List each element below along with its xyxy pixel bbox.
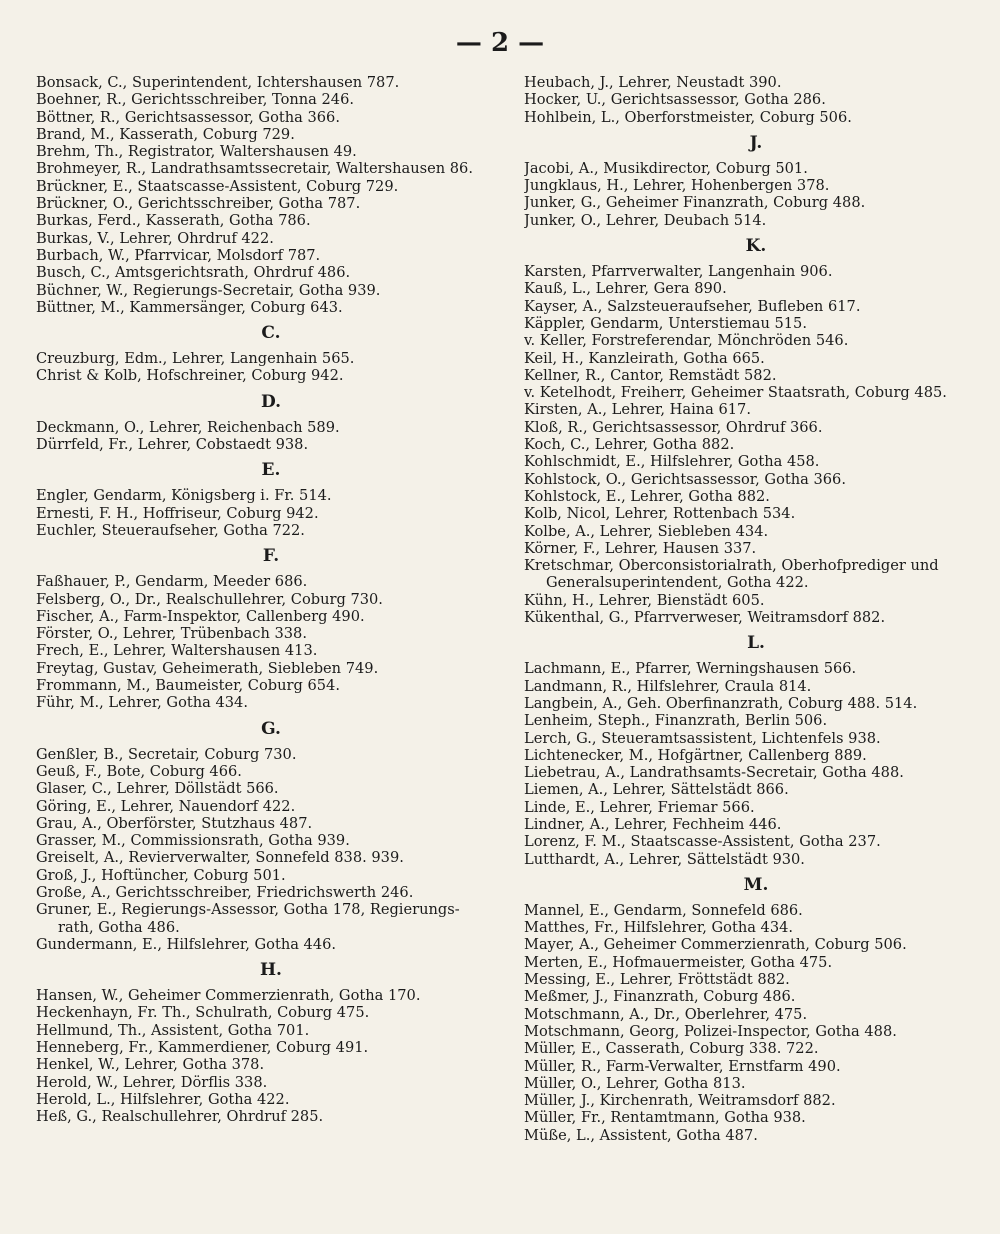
- directory-entry: Käppler, Gendarm, Unterstiemau 515.: [524, 314, 807, 332]
- section-letter-heading: M.: [743, 874, 769, 895]
- directory-entry: Hocker, U., Gerichtsassessor, Gotha 286.: [524, 91, 826, 109]
- directory-entry: Jacobi, A., Musikdirector, Coburg 501.: [524, 159, 808, 177]
- directory-entry: Kükenthal, G., Pfarrverweser, Weitramsdorf 882.: [524, 609, 886, 627]
- directory-entry: Dürrfeld, Fr., Lehrer, Cobstaedt 938.: [36, 436, 309, 454]
- directory-entry: Kayser, A., Salzsteueraufseher, Bufleben 617.: [524, 297, 861, 315]
- directory-entry: Landmann, R., Hilfslehrer, Craula 814.: [524, 677, 812, 695]
- section-letter-heading: L.: [747, 633, 765, 654]
- directory-entry: Kohlschmidt, E., Hilfslehrer, Gotha 458.: [524, 453, 820, 471]
- directory-entry: Körner, F., Lehrer, Hausen 337.: [524, 539, 757, 557]
- directory-entry: Boehner, R., Gerichtsschreiber, Tonna 246.: [36, 91, 354, 109]
- directory-entry: Kloß, R., Gerichtsassessor, Ohrdruf 366.: [524, 418, 823, 436]
- directory-entry: Kolb, Nicol, Lehrer, Rottenbach 534.: [524, 505, 796, 523]
- directory-entry: Lindner, A., Lehrer, Fechheim 446.: [524, 815, 782, 833]
- directory-entry: Liemen, A., Lehrer, Sättelstädt 866.: [524, 781, 789, 799]
- directory-entry: Fischer, A., Farm-Inspektor, Callenberg 490.: [36, 607, 365, 625]
- directory-entry: Koch, C., Lehrer, Gotha 882.: [524, 436, 735, 454]
- directory-entry-continuation: rath, Gotha 486.: [58, 918, 180, 936]
- section-letter-heading: E.: [261, 460, 281, 481]
- directory-entry: Lenheim, Steph., Finanzrath, Berlin 506.: [524, 712, 828, 730]
- directory-entry: Motschmann, A., Dr., Oberlehrer, 475.: [524, 1005, 808, 1023]
- directory-entry: Burbach, W., Pfarrvicar, Molsdorf 787.: [36, 246, 321, 264]
- directory-entry: Kellner, R., Cantor, Remstädt 582.: [524, 366, 777, 384]
- directory-entry: Müller, Fr., Rentamtmann, Gotha 938.: [524, 1109, 806, 1127]
- directory-entry: Geuß, F., Bote, Coburg 466.: [36, 762, 242, 780]
- directory-entry: Henkel, W., Lehrer, Gotha 378.: [36, 1056, 265, 1074]
- directory-entry: Kolbe, A., Lehrer, Siebleben 434.: [524, 522, 769, 540]
- directory-entry: Müße, L., Assistent, Gotha 487.: [524, 1126, 758, 1144]
- directory-entry: Groß, J., Hoftüncher, Coburg 501.: [36, 866, 286, 884]
- directory-entry: Brückner, E., Staatscasse-Assistent, Coburg 729.: [36, 177, 399, 195]
- directory-entry: Müller, O., Lehrer, Gotha 813.: [524, 1074, 746, 1092]
- directory-entry: Büchner, W., Regierungs-Secretair, Gotha 939.: [36, 281, 381, 299]
- directory-entry: Grau, A., Oberförster, Stutzhaus 487.: [36, 814, 313, 832]
- section-letter-heading: H.: [260, 960, 282, 981]
- directory-entry: Lutthardt, A., Lehrer, Sättelstädt 930.: [524, 850, 805, 868]
- directory-entry: Lorenz, F. M., Staatscasse-Assistent, Gotha 237.: [524, 833, 881, 851]
- directory-entry: Junker, G., Geheimer Finanzrath, Coburg 488.: [524, 194, 866, 212]
- directory-entry: Kretschmar, Oberconsistorialrath, Oberhofprediger und: [524, 557, 939, 575]
- directory-entry: Christ & Kolb, Hofschreiner, Coburg 942.: [36, 367, 344, 385]
- directory-entry: Brand, M., Kasserath, Coburg 729.: [36, 125, 295, 143]
- directory-entry: Deckmann, O., Lehrer, Reichenbach 589.: [36, 418, 340, 436]
- directory-entry: Kauß, L., Lehrer, Gera 890.: [524, 280, 727, 298]
- directory-entry: Gruner, E., Regierungs-Assessor, Gotha 178, Regierungs-: [36, 901, 460, 919]
- directory-entry: Brückner, O., Gerichtsschreiber, Gotha 787.: [36, 195, 361, 213]
- directory-entry: Göring, E., Lehrer, Nauendorf 422.: [36, 797, 296, 815]
- directory-entry: Mayer, A., Geheimer Commerzienrath, Coburg 506.: [524, 936, 907, 954]
- directory-entry: Euchler, Steueraufseher, Gotha 722.: [36, 521, 305, 539]
- section-letter-heading: K.: [745, 236, 767, 257]
- directory-entry-continuation: Generalsuperintendent, Gotha 422.: [546, 574, 809, 592]
- directory-entry: v. Keller, Forstreferendar, Mönchröden 546.: [524, 332, 849, 350]
- directory-entry: Busch, C., Amtsgerichtsrath, Ohrdruf 486.: [36, 264, 351, 282]
- directory-entry: Greiselt, A., Revierverwalter, Sonnefeld 838. 939.: [36, 849, 404, 867]
- directory-entry: Genßler, B., Secretair, Coburg 730.: [36, 745, 297, 763]
- directory-entry: Hohlbein, L., Oberforstmeister, Coburg 506.: [524, 108, 852, 126]
- directory-entry: Langbein, A., Geh. Oberfinanzrath, Coburg 488. 514.: [524, 694, 918, 712]
- directory-entry: Böttner, R., Gerichtsassessor, Gotha 366.: [36, 108, 340, 126]
- directory-entry: Engler, Gendarm, Königsberg i. Fr. 514.: [36, 487, 332, 505]
- directory-entry: Meßmer, J., Finanzrath, Coburg 486.: [524, 988, 796, 1006]
- directory-entry: Burkas, Ferd., Kasserath, Gotha 786.: [36, 212, 311, 230]
- section-letter-heading: F.: [262, 546, 280, 567]
- directory-entry: Büttner, M., Kammersänger, Coburg 643.: [36, 298, 343, 316]
- directory-entry: Herold, L., Hilfslehrer, Gotha 422.: [36, 1090, 290, 1108]
- directory-entry: Burkas, V., Lehrer, Ohrdruf 422.: [36, 229, 274, 247]
- directory-entry: Ernesti, F. H., Hoffriseur, Coburg 942.: [36, 504, 319, 522]
- directory-entry: Frech, E., Lehrer, Waltershausen 413.: [36, 642, 318, 660]
- directory-entry: Keil, H., Kanzleirath, Gotha 665.: [524, 349, 765, 367]
- directory-entry: Müller, J., Kirchenrath, Weitramsdorf 882.: [524, 1092, 836, 1110]
- directory-entry: Lichtenecker, M., Hofgärtner, Callenberg 889.: [524, 746, 867, 764]
- directory-entry: Merten, E., Hofmauermeister, Gotha 475.: [524, 953, 833, 971]
- directory-entry: Große, A., Gerichtsschreiber, Friedrichswerth 246.: [36, 883, 414, 901]
- directory-entry: Müller, R., Farm-Verwalter, Ernstfarm 490.: [524, 1057, 841, 1075]
- directory-entry: Felsberg, O., Dr., Realschullehrer, Coburg 730.: [36, 590, 383, 608]
- directory-entry: Freytag, Gustav, Geheimerath, Siebleben 749.: [36, 659, 379, 677]
- directory-entry: Lachmann, E., Pfarrer, Werningshausen 566.: [524, 660, 857, 678]
- directory-entry: Führ, M., Lehrer, Gotha 434.: [36, 694, 248, 712]
- directory-entry: Kühn, H., Lehrer, Bienstädt 605.: [524, 591, 765, 609]
- directory-entry: Förster, O., Lehrer, Trübenbach 338.: [36, 625, 307, 643]
- directory-entry: Lerch, G., Steueramtsassistent, Lichtenfels 938.: [524, 729, 881, 747]
- directory-entry: v. Ketelhodt, Freiherr, Geheimer Staatsrath, Coburg 485.: [524, 384, 947, 402]
- directory-entry: Junker, O., Lehrer, Deubach 514.: [524, 211, 767, 229]
- directory-entry: Kohlstock, O., Gerichtsassessor, Gotha 366.: [524, 470, 846, 488]
- section-letter-heading: D.: [260, 391, 282, 412]
- directory-entry: Creuzburg, Edm., Lehrer, Langenhain 565.: [36, 350, 355, 368]
- directory-entry: Müller, E., Casserath, Coburg 338. 722.: [524, 1040, 819, 1058]
- directory-entry: Mannel, E., Gendarm, Sonnefeld 686.: [524, 901, 803, 919]
- directory-entry: Bonsack, C., Superintendent, Ichtershausen 787.: [36, 74, 400, 91]
- directory-entry: Kohlstock, E., Lehrer, Gotha 882.: [524, 487, 770, 505]
- directory-entry: Frommann, M., Baumeister, Coburg 654.: [36, 677, 340, 695]
- directory-entry: Heubach, J., Lehrer, Neustadt 390.: [524, 74, 782, 91]
- directory-entry: Grasser, M., Commissionsrath, Gotha 939.: [36, 832, 350, 850]
- right-column: [524, 74, 988, 1144]
- directory-entry: Heß, G., Realschullehrer, Ohrdruf 285.: [36, 1108, 324, 1126]
- directory-entry: Gundermann, E., Hilfslehrer, Gotha 446.: [36, 935, 337, 953]
- directory-entry: Liebetrau, A., Landrathsamts-Secretair, Gotha 488.: [524, 764, 904, 782]
- directory-entry: Jungklaus, H., Lehrer, Hohenbergen 378.: [524, 177, 830, 195]
- left-column: [36, 74, 506, 1126]
- section-letter-heading: C.: [261, 323, 281, 344]
- directory-entry: Heckenhayn, Fr. Th., Schulrath, Coburg 475.: [36, 1004, 370, 1022]
- directory-entry: Henneberg, Fr., Kammerdiener, Coburg 491.: [36, 1039, 369, 1057]
- directory-entry: Brehm, Th., Registrator, Waltershausen 49.: [36, 143, 357, 161]
- page-number: — 2 —: [455, 28, 545, 58]
- directory-entry: Messing, E., Lehrer, Fröttstädt 882.: [524, 971, 790, 989]
- directory-entry: Karsten, Pfarrverwalter, Langenhain 906.: [524, 263, 833, 281]
- directory-entry: Brohmeyer, R., Landrathsamtssecretair, Waltershausen 86.: [36, 160, 473, 178]
- directory-entry: Faßhauer, P., Gendarm, Meeder 686.: [36, 573, 308, 591]
- directory-entry: Glaser, C., Lehrer, Döllstädt 566.: [36, 780, 279, 798]
- directory-entry: Linde, E., Lehrer, Friemar 566.: [524, 798, 755, 816]
- directory-entry: Motschmann, Georg, Polizei-Inspector, Gotha 488.: [524, 1022, 897, 1040]
- section-letter-heading: G.: [261, 718, 281, 739]
- directory-entry: Hansen, W., Geheimer Commerzienrath, Gotha 170.: [36, 987, 421, 1005]
- directory-entry: Matthes, Fr., Hilfslehrer, Gotha 434.: [524, 919, 794, 937]
- section-letter-heading: J.: [749, 132, 763, 153]
- directory-entry: Kirsten, A., Lehrer, Haina 617.: [524, 401, 751, 419]
- directory-entry: Hellmund, Th., Assistent, Gotha 701.: [36, 1021, 310, 1039]
- directory-entry: Herold, W., Lehrer, Dörflis 338.: [36, 1073, 268, 1091]
